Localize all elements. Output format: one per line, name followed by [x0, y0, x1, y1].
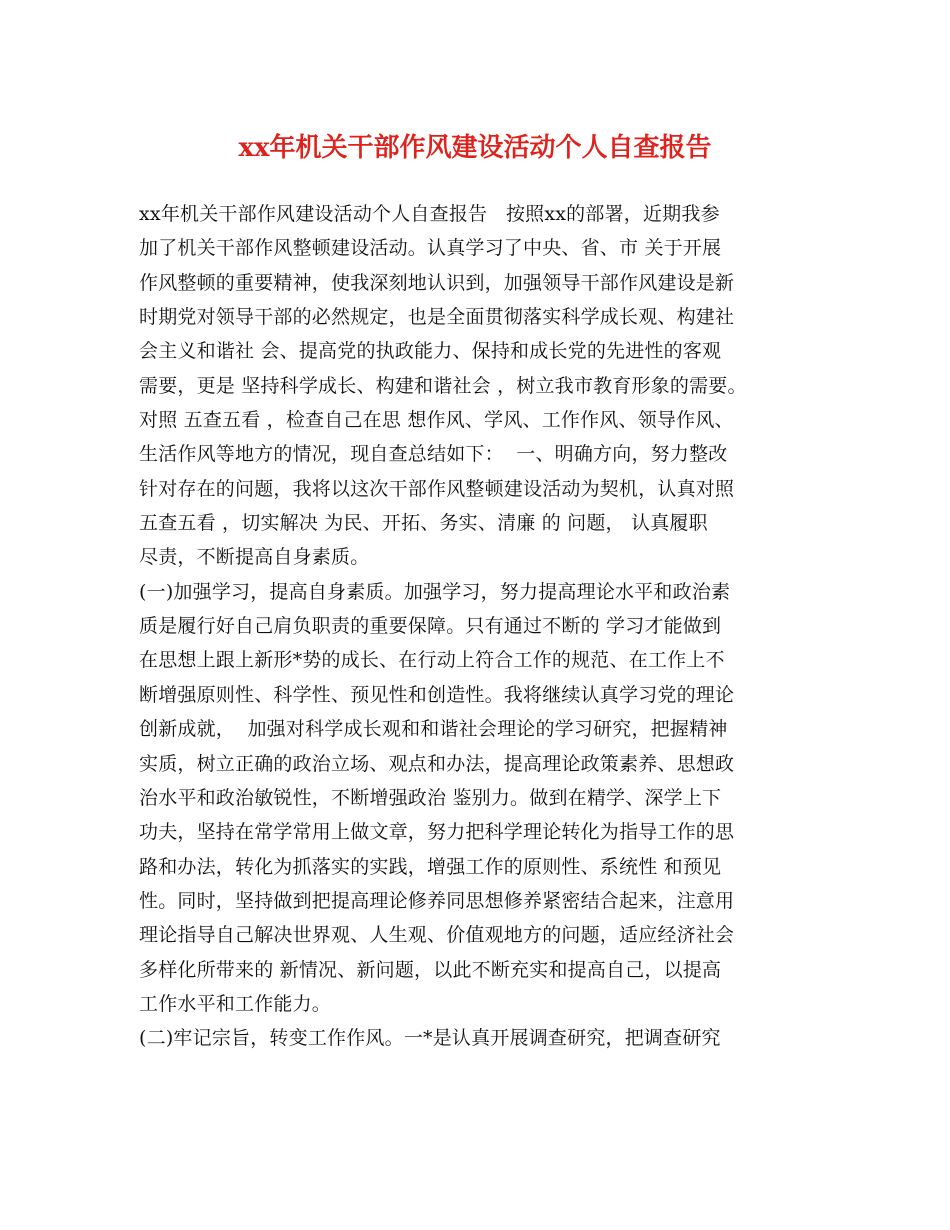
body-text-line: 在思想上跟上新形*势的成长、在行动上符合工作的规范、在工作上不	[139, 649, 725, 672]
body-text-line: 功夫，坚持在常学常用上做文章，努力把科学理论转化为指导工作的思	[139, 821, 735, 844]
body-text-line: 针对存在的问题，我将以这次干部作风整顿建设活动为契机，认真对照	[139, 477, 735, 500]
body-text-line: 五查五看 ，切实解决 为民、开拓、务实、清廉 的 问题， 认真履职	[139, 512, 708, 535]
document-body	[139, 197, 839, 1056]
body-text-line: (二)牢记宗旨，转变工作作风。一*是认真开展调查研究，把调查研究	[139, 1027, 721, 1050]
body-text-line: 治水平和政治敏锐性，不断增强政治 鉴别力。做到在精学、深学上下	[139, 786, 722, 809]
body-text-line: 质是履行好自己肩负职责的重要保障。只有通过不断的 学习才能做到	[139, 615, 722, 638]
body-text-line: 创新成就， 加强对科学成长观和和谐社会理论的学习研究，把握精神	[139, 718, 728, 741]
body-text-line: 作风整顿的重要精神，使我深刻地认识到，加强领导干部作风建设是新	[139, 271, 735, 294]
body-text-line: 会主义和谐社 会、提高党的执政能力、保持和成长党的先进性的客观	[139, 340, 722, 363]
body-text-line: 对照 五查五看 ，检查自己在思 想作风、学风、工作作风、领导作风、	[139, 409, 734, 432]
body-text-line: 时期党对领导干部的必然规定，也是全面贯彻落实科学成长观、构建社	[139, 306, 735, 329]
body-text-line: xx年机关干部作风建设活动个人自查报告 按照xx的部署，近期我参	[139, 203, 720, 225]
body-text-line: 实质，树立正确的政治立场、观点和办法，提高理论政策素养、思想政	[139, 752, 735, 775]
body-text-line: 断增强原则性、科学性、预见性和创造性。我将继续认真学习党的理论	[139, 683, 735, 706]
body-text-line: 性。同时，坚持做到把提高理论修养同思想修养紧密结合起来，注意用	[139, 889, 735, 912]
body-text-line: (一)加强学习，提高自身素质。加强学习，努力提高理论水平和政治素	[139, 580, 731, 603]
body-text-line: 生活作风等地方的情况，现自查总结如下： 一、明确方向，努力整改	[139, 443, 728, 466]
body-text-line: 尽责，不断提高自身素质。	[139, 546, 370, 569]
body-text-line: 需要，更是 坚持科学成长、构建和谐社会 ，树立我市教育形象的需要。	[139, 374, 747, 397]
document-title: xx年机关干部作风建设活动个人自查报告	[238, 133, 712, 163]
body-text-line: 多样化所带来的 新情况、新问题，以此不断充实和提高自己，以提高	[139, 958, 722, 981]
body-text-line: 理论指导自己解决世界观、人生观、价值观地方的问题，适应经济社会	[139, 924, 735, 947]
body-text-line: 工作水平和工作能力。	[139, 992, 332, 1015]
body-text-line: 路和办法，转化为抓落实的实践，增强工作的原则性、系统性 和预见	[139, 855, 722, 878]
body-text-line: 加了机关干部作风整顿建设活动。认真学习了中央、省、市 关于开展	[139, 237, 722, 260]
